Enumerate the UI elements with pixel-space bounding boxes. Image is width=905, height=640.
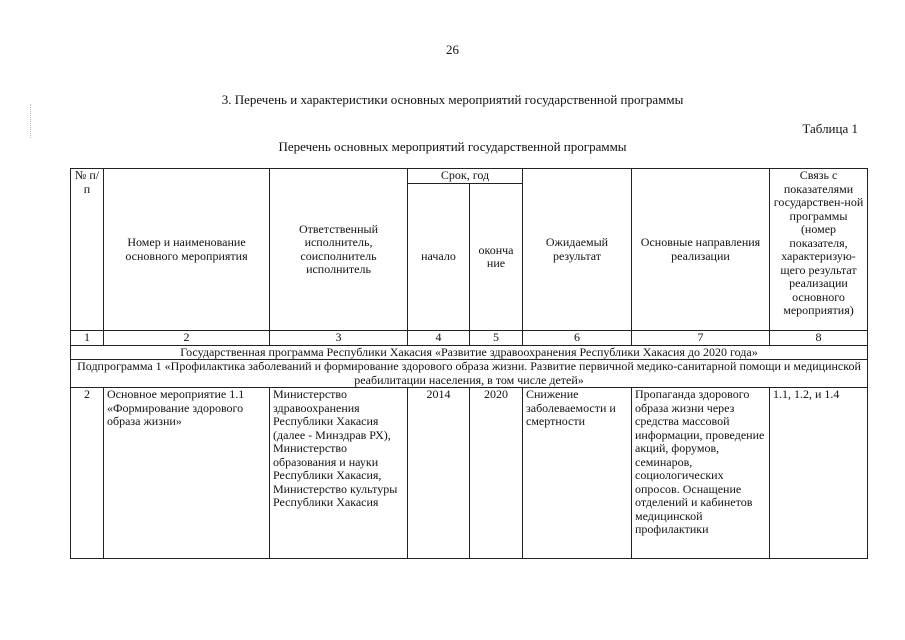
header-expected: Ожидаемый результат (523, 169, 632, 331)
measures-table (70, 168, 868, 559)
section-title: 3. Перечень и характеристики основных мероприятий государственной программы (221, 92, 684, 107)
margin-marks (30, 104, 35, 138)
table-label: Таблица 1 (802, 121, 858, 136)
page-number: 26 (446, 42, 459, 57)
column-number: 4 (408, 331, 470, 346)
header-link: Связь с показателями государствен-ной программы (номер показателя, характеризую-щего результат реализации основного мероприятия) (770, 169, 868, 331)
column-number: 5 (470, 331, 523, 346)
cell-link: 1.1, 1.2, и 1.4 (770, 388, 868, 559)
header-term: Срок, год (408, 169, 523, 184)
cell-start: 2014 (408, 388, 470, 559)
subprogram-row: Подпрограмма 1 «Профилактика заболеваний и формирование здорового образа жизни. Развитие первичной медико-санитарной помощи и медицинской реабилитации населения, в том числе детей» (71, 360, 868, 388)
column-number: 3 (270, 331, 408, 346)
cell-num: 2 (71, 388, 104, 559)
column-number: 2 (104, 331, 270, 346)
header-end: оконча ние (470, 184, 523, 331)
column-number: 6 (523, 331, 632, 346)
header-num: № п/п (71, 169, 104, 331)
header-start: начало (408, 184, 470, 331)
header-executor: Ответственный исполнитель, соисполнитель исполнитель (270, 169, 408, 331)
table-row (71, 388, 868, 559)
cell-executor: Министерство здравоохранения Республики Хакасия (далее - Минздрав РХ), Министерство образования и науки Республики Хакасия, Министерство культуры Республики Хакасия (270, 388, 408, 559)
column-number: 7 (632, 331, 770, 346)
table-title: Перечень основных мероприятий государственной программы (278, 139, 627, 154)
cell-expected: Снижение заболеваемости и смертности (523, 388, 632, 559)
header-directions: Основные направления реализации (632, 169, 770, 331)
header-name: Номер и наименование основного мероприятия (104, 169, 270, 331)
cell-directions: Пропаганда здорового образа жизни через средства массовой информации, проведение акций, форумов, семинаров, социологических опросов. Оснащение отделений и кабинетов медицинской профилактики (632, 388, 770, 559)
column-number: 8 (770, 331, 868, 346)
cell-end: 2020 (470, 388, 523, 559)
cell-name: Основное мероприятие 1.1 «Формирование здорового образа жизни» (104, 388, 270, 559)
column-number: 1 (71, 331, 104, 346)
program-row: Государственная программа Республики Хакасия «Развитие здравоохранения Республики Хакасия до 2020 года» (71, 345, 868, 360)
